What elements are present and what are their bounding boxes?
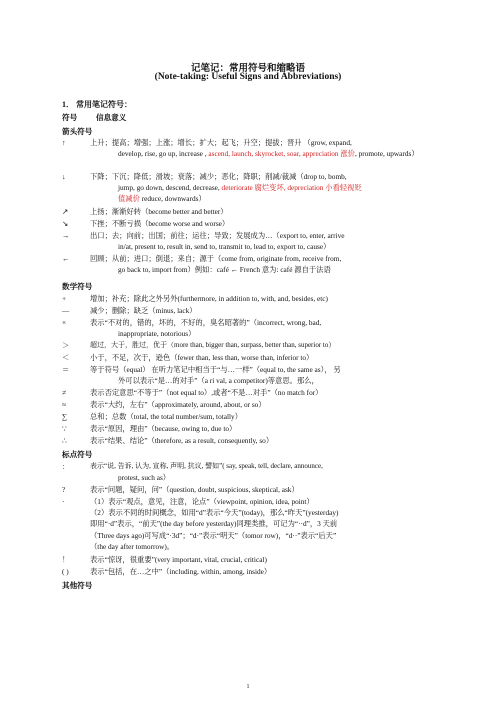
entry-line: 等于符号（equal） 在听力笔记中相当于“与…一样”（equal to, the same as）， 另 [90, 365, 341, 374]
entry-text: 表示否定意思“不等于”（not equal to）,或者“不是…对手”（no match for） [90, 388, 323, 397]
entry-line: （Three days ago)可写成“·3d”；“d·”表示“明天”（tomor row)，“d··”表示“后天” [90, 530, 337, 540]
entry-line: （the day after tomorrow)。 [90, 541, 175, 551]
entry-line: 外可以表示“是…的对手”（a ri val, a competitor)等意思。那么， [118, 376, 319, 386]
entry-line: 上升；提高；增强；上涨；增长；扩大；起飞；升空；提拔；晋升 （grow, expand, [90, 138, 352, 147]
up-arrow-symbol: ↑ [62, 138, 66, 147]
colon-symbol: ： [62, 462, 70, 471]
entry-text: 减少；删除；缺乏（minus, lack） [90, 306, 197, 315]
exclamation-symbol: ！ [62, 555, 70, 564]
entry-text [90, 461, 442, 483]
entry-text: 超过，大于，胜过，优于（more than, bigger than, surpass, better than, superior to） [90, 341, 336, 349]
highlighted-text: 值减价 [118, 194, 140, 204]
sum-symbol: ∑ [62, 412, 68, 421]
entry-text [90, 230, 440, 252]
entry-line: （1）表示“观点，意见，注意，论点”（viewpoint, opinion, idea, point） [90, 497, 314, 506]
column-header-symbol: 符号 [62, 113, 78, 122]
page-subtitle: (Note-taking: Useful Signs and Abbreviations) [154, 72, 342, 82]
down-right-arrow-symbol: ↘ [62, 219, 69, 228]
entry-line-part: reduce, downwards） [139, 194, 206, 204]
highlighted-text: deteriorate 腐烂变坏, depreciation 小看轻视贬 [219, 183, 362, 193]
parentheses-symbol: ( ) [62, 567, 69, 576]
not-equal-symbol: ≠ [62, 388, 67, 397]
equals-symbol: ＝ [62, 365, 70, 374]
less-than-symbol: ＜ [62, 353, 70, 362]
cross-symbol: × [62, 318, 67, 327]
entry-text: 上扬；渐渐好转（become better and better） [90, 207, 228, 216]
entry-text [90, 364, 440, 386]
section-heading: 1． 常用笔记符号： [62, 100, 132, 109]
entry-line: develop, rise, go up, increase , ascend, launch, skyrocket, soar, appreciation 涨价, promote, upwards） [118, 149, 419, 159]
entry-text [90, 317, 440, 339]
entry-text: 下挫；不断亏损（become worse and worse） [90, 219, 230, 228]
entry-line: 表示“不对的，错的，坏的，不好的，臭名昭著的”（incorrect, wrong, bad, [90, 318, 322, 327]
entry-line: （2）表示不同的时间概念，如用“d”表示“今天”(today)，那么“昨天”(yesterday) [90, 508, 339, 518]
left-arrow-symbol: ← [62, 254, 70, 263]
category-math: 数学符号 [62, 282, 93, 291]
entry-text: 表示“包括，在…之中”（including, within, among, inside） [90, 567, 272, 576]
entry-line: go back to, import from）例如：café ← French 意为: café 源自于法语 [118, 265, 331, 275]
down-arrow-symbol: ↓ [62, 172, 66, 181]
entry-line [90, 193, 440, 204]
entry-text: 表示“惊讶，很重要”(very important, vital, crucial, critical) [90, 555, 267, 564]
entry-text [90, 137, 440, 159]
entry-line-part: develop, rise, go up, increase , [118, 149, 207, 159]
column-header-meaning: 信息意义 [96, 113, 127, 122]
entry-line-part: jump, go down, descend, decrease, [118, 183, 220, 193]
entry-line: inappropriate, notorious） [118, 329, 196, 339]
entry-line: 出口；去；向前；出国；前往；运往；导致；发展成为…（export to, enter, arrive [90, 231, 345, 240]
entry-line: 表示“说, 告诉, 认为, 宣称, 声明, 抗议, 譬如”( say, speak, tell, declare, announce, [90, 462, 323, 470]
minus-symbol: — [62, 306, 70, 315]
entry-line: 回顾；从前；进口；倒退；来自；源于（come from, originate from, receive from, [90, 254, 342, 263]
entry-line: 下降；下沉；降低；滑坡；衰落；减少；恶化；降职；削减/裁减（drop to, bomb, [90, 172, 347, 181]
entry-line: 即用“·d”表示，“前天”(the day before yesterday)同理类推，可记为“··d”，3 天前 [90, 519, 338, 529]
entry-text: 小于，不足，次于，逊色（fewer than, less than, worse than, inferior to） [90, 353, 314, 362]
entry-line-part: , [354, 149, 357, 159]
entry-line [90, 182, 440, 193]
category-other: 其他符号 [62, 581, 93, 590]
up-right-arrow-symbol: ↗ [62, 207, 69, 216]
approx-symbol: ≈ [62, 400, 67, 409]
entry-text: 增加；补充；除此之外另外(furthermore, in addition to, with, and, besides, etc) [90, 294, 328, 303]
entry-line: in/at, present to, result in, send to, transmit to, lead to, export to, cause） [118, 242, 331, 252]
greater-than-symbol: ＞ [62, 341, 70, 350]
plus-symbol: + [62, 294, 67, 303]
entry-text: 表示“大约，左右”（approximately, around, about, or so） [90, 400, 266, 409]
right-arrow-symbol: → [62, 231, 70, 240]
question-symbol: ? [62, 485, 66, 494]
entry-text [90, 496, 442, 552]
page-title: 记笔记：常用符号和缩略语 [190, 64, 305, 74]
entry-text: 表示“问题，疑问，问”（question, doubt, suspicious, skeptical, ask） [90, 485, 299, 494]
therefore-symbol: ∴ [62, 436, 67, 445]
entry-line: protest, such as） [118, 473, 171, 483]
entry-text: 表示“原因，理由”（because, owing to, due to） [90, 424, 237, 433]
page-number: 1 [246, 684, 250, 690]
dot-symbol: · [62, 497, 65, 506]
because-symbol: ∵ [62, 424, 67, 433]
entry-text: 表示“结果、结论”（therefore, as a result, consequently, so） [90, 436, 274, 445]
entry-text: 总和；总数（total, the total number/sum, totally） [90, 412, 243, 421]
entry-text [90, 171, 440, 205]
highlighted-text: ascend, launch, skyrocket, soar, appreciation 涨价 [206, 149, 355, 159]
entry-text [90, 253, 440, 275]
category-punct: 标点符号 [62, 450, 93, 459]
category-arrows: 箭头符号 [62, 127, 93, 136]
